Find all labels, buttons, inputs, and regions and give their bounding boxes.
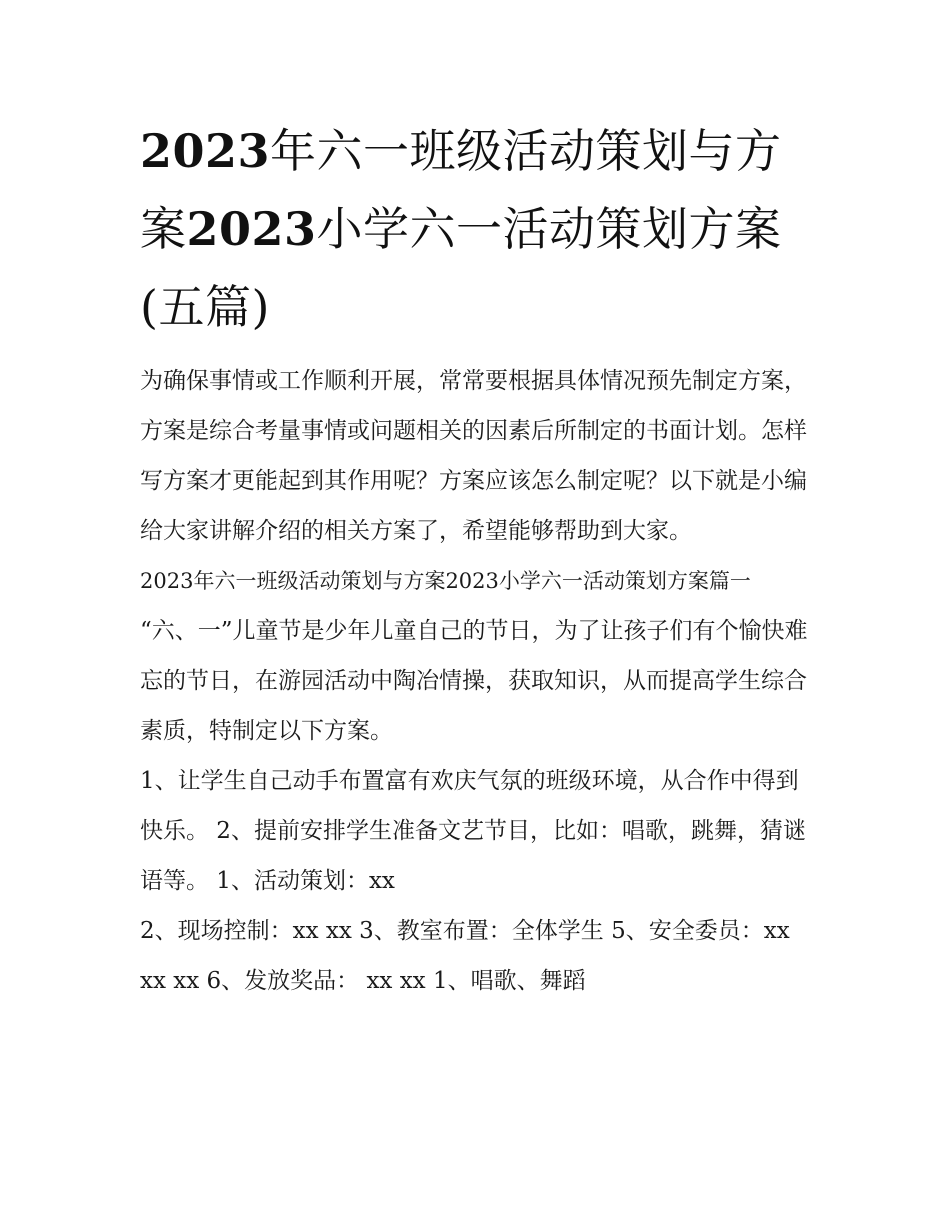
title-text-1: 年六一班级活动策划与方案 [140,124,782,256]
document-title [140,112,820,346]
title-year-2: 2023 [186,202,317,256]
paragraph-purpose: “六、一”儿童节是少年儿童自己的节日，为了让孩子们有个愉快难忘的节日，在游园活动中陶冶情操，获取知识，从而提高学生综合素质，特制定以下方案。 [140,618,808,744]
paragraph-roles: 2、现场控制：xx xx 3、教室布置：全体学生 5、安全委员：xx xx xx 6、发放奖品： xx xx 1、唱歌、舞蹈 [140,918,790,994]
intro-paragraph: 为确保事情或工作顺利开展，常常要根据具体情况预先制定方案，方案是综合考量事情或问题相关的因素后所制定的书面计划。怎样写方案才更能起到其作用呢？方案应该怎么制定呢？以下就是小编给大家讲解介绍的相关方案了，希望能够帮助到大家。 [140,368,807,544]
title-year-1: 2023 [140,124,271,178]
section-heading: 2023年六一班级活动策划与方案2023小学六一活动策划方案篇一 [140,569,751,593]
title-text-2: 小学六一活动策划方案(五篇) [140,202,782,334]
document-content [140,112,820,1006]
paragraph-activities: 1、让学生自己动手布置富有欢庆气氛的班级环境，从合作中得到快乐。 2、提前安排学生准备文艺节目，比如：唱歌，跳舞，猜谜语等。 1、活动策划：xx [140,768,806,894]
